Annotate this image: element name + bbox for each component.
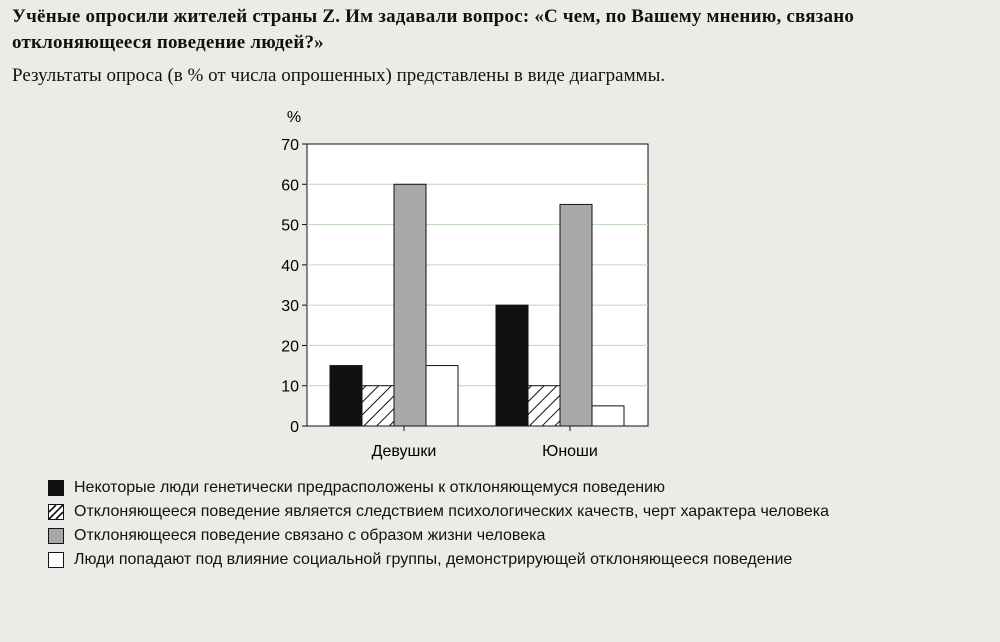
x-category-label: Девушки <box>371 443 437 460</box>
legend-label: Отклоняющееся поведение является следствием психологических качеств, черт характера человека <box>74 503 830 520</box>
y-tick-label: 70 <box>281 137 299 154</box>
bar-1-1 <box>330 366 362 426</box>
y-tick-label: 20 <box>281 338 299 356</box>
y-tick-label: 30 <box>281 298 299 316</box>
y-tick-label: 40 <box>281 257 299 275</box>
legend-item <box>48 526 948 545</box>
bar-2-4 <box>592 406 624 426</box>
legend-swatch <box>48 528 64 544</box>
legend-label: Люди попадают под влияние социальной группы, демонстрирующей отклоняющееся поведение <box>74 551 793 568</box>
legend-swatch <box>48 552 64 568</box>
results-caption: Результаты опроса (в % от числа опрошенных) представлены в виде диаграммы. <box>12 65 666 86</box>
y-tick-label: 50 <box>281 217 299 235</box>
legend-item <box>48 502 948 521</box>
legend-swatch <box>48 504 64 520</box>
legend <box>48 478 948 574</box>
x-category-label: Юноши <box>542 443 598 460</box>
legend-item <box>48 550 948 569</box>
bar-2-1 <box>496 305 528 426</box>
legend-label: Некоторые люди генетически предрасположены к отклоняющемуся поведению <box>74 479 666 496</box>
legend-swatch <box>48 480 64 496</box>
bar-1-4 <box>426 366 458 426</box>
legend-item <box>48 478 948 497</box>
question-text: Учёные опросили жителей страны Z. Им задавали вопрос: «С чем, по Вашему мнению, связано отклоняющееся поведение людей?» <box>12 6 855 53</box>
bar-2-2 <box>528 386 560 426</box>
y-tick-label: 60 <box>281 177 299 195</box>
y-tick-label: 10 <box>281 378 299 396</box>
bar-1-3 <box>394 184 426 426</box>
bar-2-3 <box>560 204 592 426</box>
bar-1-2 <box>362 386 394 426</box>
y-axis-label: % <box>286 109 302 126</box>
legend-label: Отклоняющееся поведение связано с образом жизни человека <box>74 527 546 544</box>
y-tick-label: 0 <box>290 419 299 436</box>
